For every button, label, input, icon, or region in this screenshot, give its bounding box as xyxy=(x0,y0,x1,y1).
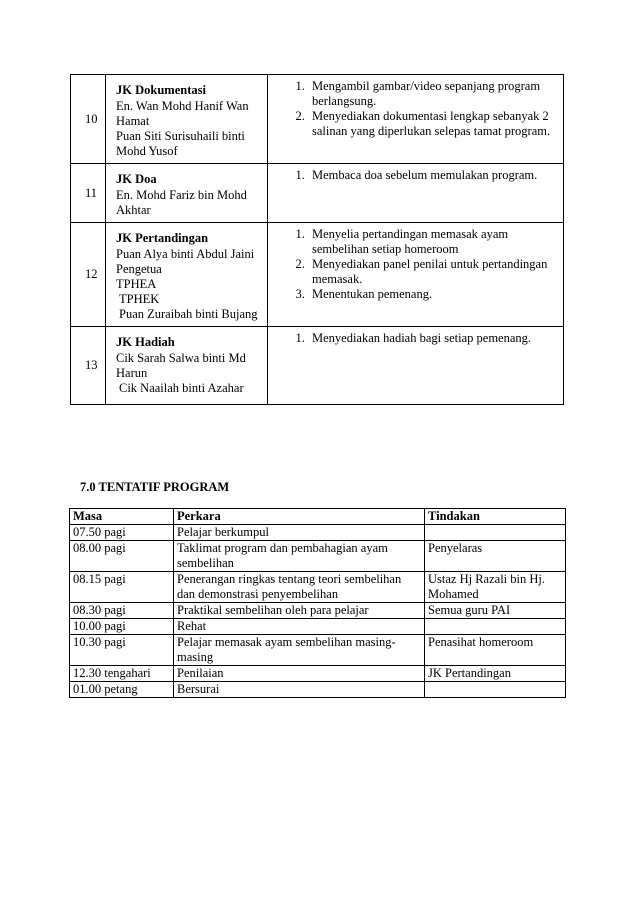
committee-member: TPHEA xyxy=(116,277,157,291)
committee-member: Puan Alya binti Abdul Jaini xyxy=(116,247,255,261)
header-masa: Masa xyxy=(70,509,174,525)
committee-name: JK Pertandingan xyxy=(116,231,209,245)
committee-row xyxy=(71,327,564,405)
task-list xyxy=(272,168,557,183)
schedule-header-row xyxy=(70,509,566,525)
schedule-masa: 08.15 pagi xyxy=(70,572,174,603)
section-title: 7.0 TENTATIF PROGRAM xyxy=(80,480,230,494)
schedule-masa: 07.50 pagi xyxy=(70,525,174,541)
committee-tasks-cell xyxy=(268,223,564,327)
schedule-perkara: Taklimat program dan pembahagian ayam sembelihan xyxy=(174,541,425,572)
committee-number: 11 xyxy=(71,164,106,223)
schedule-masa: 01.00 petang xyxy=(70,682,174,698)
schedule-tindakan xyxy=(425,619,566,635)
schedule-row xyxy=(70,603,566,619)
task-item: 1. Membaca doa sebelum memulakan program. xyxy=(308,168,557,183)
schedule-tindakan: Penyelaras xyxy=(425,541,566,572)
committee-members-cell xyxy=(106,223,268,327)
header-tindakan: Tindakan xyxy=(425,509,566,525)
schedule-tindakan: JK Pertandingan xyxy=(425,666,566,682)
committee-members-cell xyxy=(106,164,268,223)
committee-tasks-cell xyxy=(268,164,564,223)
committee-members-cell xyxy=(106,75,268,164)
schedule-perkara: Penilaian xyxy=(174,666,425,682)
committee-member: Puan Zuraibah binti Bujang xyxy=(119,307,258,321)
schedule-perkara: Penerangan ringkas tentang teori sembelihan dan demonstrasi penyembelihan xyxy=(174,572,425,603)
schedule-perkara: Bersurai xyxy=(174,682,425,698)
task-item: 1. Menyediakan hadiah bagi setiap pemenang. xyxy=(308,331,557,346)
schedule-masa: 10.00 pagi xyxy=(70,619,174,635)
schedule-tindakan xyxy=(425,682,566,698)
committee-member: Hamat xyxy=(116,114,150,128)
schedule-row xyxy=(70,525,566,541)
committee-tasks-cell xyxy=(268,327,564,405)
committee-name: JK Doa xyxy=(116,172,157,186)
task-item: 1. Mengambil gambar/video sepanjang program berlangsung. xyxy=(308,79,557,109)
committee-members-cell xyxy=(106,327,268,405)
schedule-body xyxy=(70,525,566,698)
schedule-row xyxy=(70,619,566,635)
committee-tasks-cell xyxy=(268,75,564,164)
schedule-tindakan: Ustaz Hj Razali bin Hj. Mohamed xyxy=(425,572,566,603)
committee-member: Harun xyxy=(116,366,148,380)
task-item: 1. Menyelia pertandingan memasak ayam sembelihan setiap homeroom xyxy=(308,227,557,257)
committee-member: Mohd Yusof xyxy=(116,144,178,158)
committee-table-body xyxy=(71,75,564,405)
task-item: 3. Menentukan pemenang. xyxy=(308,287,557,302)
header-perkara: Perkara xyxy=(174,509,425,525)
schedule-tindakan: Semua guru PAI xyxy=(425,603,566,619)
schedule-masa: 08.00 pagi xyxy=(70,541,174,572)
schedule-table xyxy=(69,508,566,698)
committee-number: 12 xyxy=(71,223,106,327)
committee-member: Akhtar xyxy=(116,203,151,217)
committee-member: TPHEK xyxy=(119,292,160,306)
committee-member: Cik Sarah Salwa binti Md xyxy=(116,351,246,365)
schedule-masa: 12.30 tengahari xyxy=(70,666,174,682)
schedule-row xyxy=(70,541,566,572)
schedule-row xyxy=(70,682,566,698)
committee-name: JK Hadiah xyxy=(116,335,175,349)
schedule-row xyxy=(70,635,566,666)
schedule-perkara: Praktikal sembelihan oleh para pelajar xyxy=(174,603,425,619)
committee-table xyxy=(70,74,564,405)
schedule-header xyxy=(70,509,566,525)
schedule-row xyxy=(70,666,566,682)
schedule-perkara: Pelajar berkumpul xyxy=(174,525,425,541)
task-list xyxy=(272,331,557,346)
committee-number: 10 xyxy=(71,75,106,164)
committee-number: 13 xyxy=(71,327,106,405)
schedule-perkara: Pelajar memasak ayam sembelihan masing-masing xyxy=(174,635,425,666)
task-list xyxy=(272,227,557,302)
schedule-row xyxy=(70,572,566,603)
committee-member: En. Wan Mohd Hanif Wan xyxy=(116,99,249,113)
committee-name: JK Dokumentasi xyxy=(116,83,206,97)
committee-member: Cik Naailah binti Azahar xyxy=(119,381,244,395)
schedule-masa: 08.30 pagi xyxy=(70,603,174,619)
committee-row xyxy=(71,164,564,223)
task-item: 2. Menyediakan panel penilai untuk pertandingan memasak. xyxy=(308,257,557,287)
committee-member: Puan Siti Surisuhaili binti xyxy=(116,129,245,143)
schedule-tindakan xyxy=(425,525,566,541)
committee-row xyxy=(71,75,564,164)
schedule-perkara: Rehat xyxy=(174,619,425,635)
task-list xyxy=(272,79,557,139)
schedule-tindakan: Penasihat homeroom xyxy=(425,635,566,666)
committee-member: Pengetua xyxy=(116,262,162,276)
schedule-masa: 10.30 pagi xyxy=(70,635,174,666)
committee-member: En. Mohd Fariz bin Mohd xyxy=(116,188,247,202)
committee-row xyxy=(71,223,564,327)
task-item: 2. Menyediakan dokumentasi lengkap sebanyak 2 salinan yang diperlukan selepas tamat program. xyxy=(308,109,557,139)
